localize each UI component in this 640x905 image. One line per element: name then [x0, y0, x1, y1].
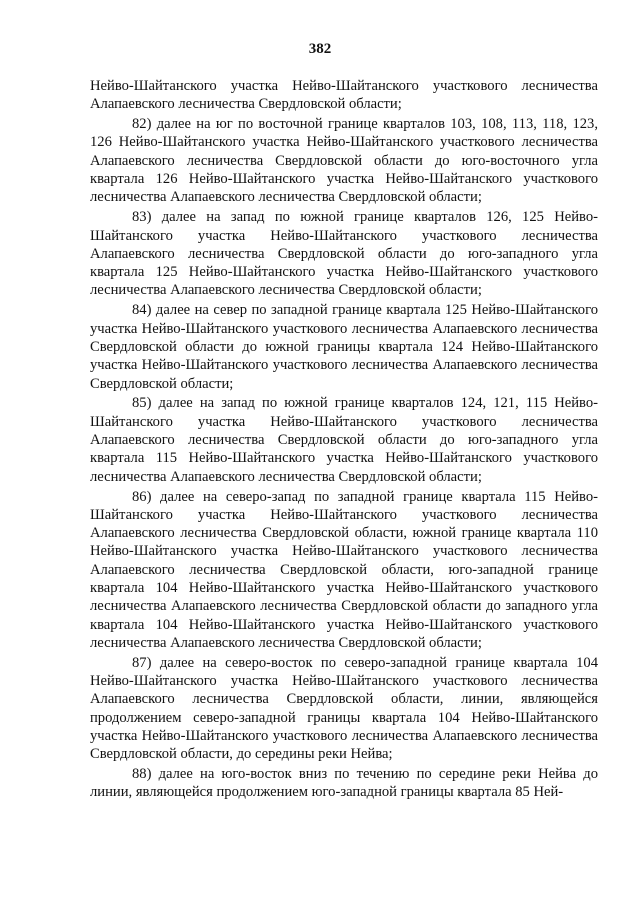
paragraph-continuation: Нейво-Шайтанского участка Нейво-Шайтанского участкового лесничества Алапаевского лесничества Свердловской области;: [90, 78, 598, 113]
paragraph-86: 86) далее на северо-запад по западной границе квартала 115 Нейво-Шайтанского участка Нейво-Шайтанского участкового лесничества Алапаевского лесничества Свердловской области, южной границе квартала 110 Нейво-Шайтанского участка Нейво-Шайтанского участкового лесничества Алапаевского лесничества Свердловской области, юго-западной границе квартала 104 Нейво-Шайтанского участка Нейво-Шайтанского участкового лесничества Алапаевского лесничества Свердловской области до западного угла квартала 104 Нейво-Шайтанского участка Нейво-Шайтанского участкового лесничества Алапаевского лесничества Свердловской области;: [90, 488, 598, 651]
paragraph-88: 88) далее на юго-восток вниз по течению по середине реки Нейва до линии, являющейся продолжением юго-западной границы квартала 85 Ней-: [90, 766, 598, 801]
paragraph-84: 84) далее на север по западной границе квартала 125 Нейво-Шайтанского участка Нейво-Шайтанского участкового лесничества Алапаевского лесничества Свердловской области до южной границы квартала 124 Нейво-Шайтанского участка Нейво-Шайтанского участкового лесничества Алапаевского лесничества Свердловской области;: [90, 302, 598, 392]
paragraph-82: 82) далее на юг по восточной границе кварталов 103, 108, 113, 118, 123, 126 Нейво-Шайтанского участка Нейво-Шайтанского участкового лесничества Алапаевского лесничества Свердловской области до юго-восточного угла квартала 126 Нейво-Шайтанского участка Нейво-Шайтанского участкового лесничества Алапаевского лесничества Свердловской области;: [90, 116, 598, 206]
paragraph-85: 85) далее на запад по южной границе кварталов 124, 121, 115 Нейво-Шайтанского участка Нейво-Шайтанского участкового лесничества Алапаевского лесничества Свердловской области до юго-западного угла квартала 115 Нейво-Шайтанского участка Нейво-Шайтанского участкового лесничества Алапаевского лесничества Свердловской области;: [90, 395, 598, 485]
paragraph-87: 87) далее на северо-восток по северо-западной границе квартала 104 Нейво-Шайтанского участка Нейво-Шайтанского участкового лесничества Алапаевского лесничества Свердловской области, линии, являющейся продолжением северо-западной границы квартала 104 Нейво-Шайтанского участка Нейво-Шайтанского участкового лесничества Алапаевского лесничества Свердловской области, до середины реки Нейва;: [90, 654, 598, 763]
paragraph-83: 83) далее на запад по южной границе кварталов 126, 125 Нейво-Шайтанского участка Нейво-Шайтанского участкового лесничества Алапаевского лесничества Свердловской области до юго-западного угла квартала 125 Нейво-Шайтанского участка Нейво-Шайтанского участкового лесничества Алапаевского лесничества Свердловской области;: [90, 209, 598, 299]
page-number: 382: [308, 41, 332, 57]
document-body: [90, 77, 598, 803]
